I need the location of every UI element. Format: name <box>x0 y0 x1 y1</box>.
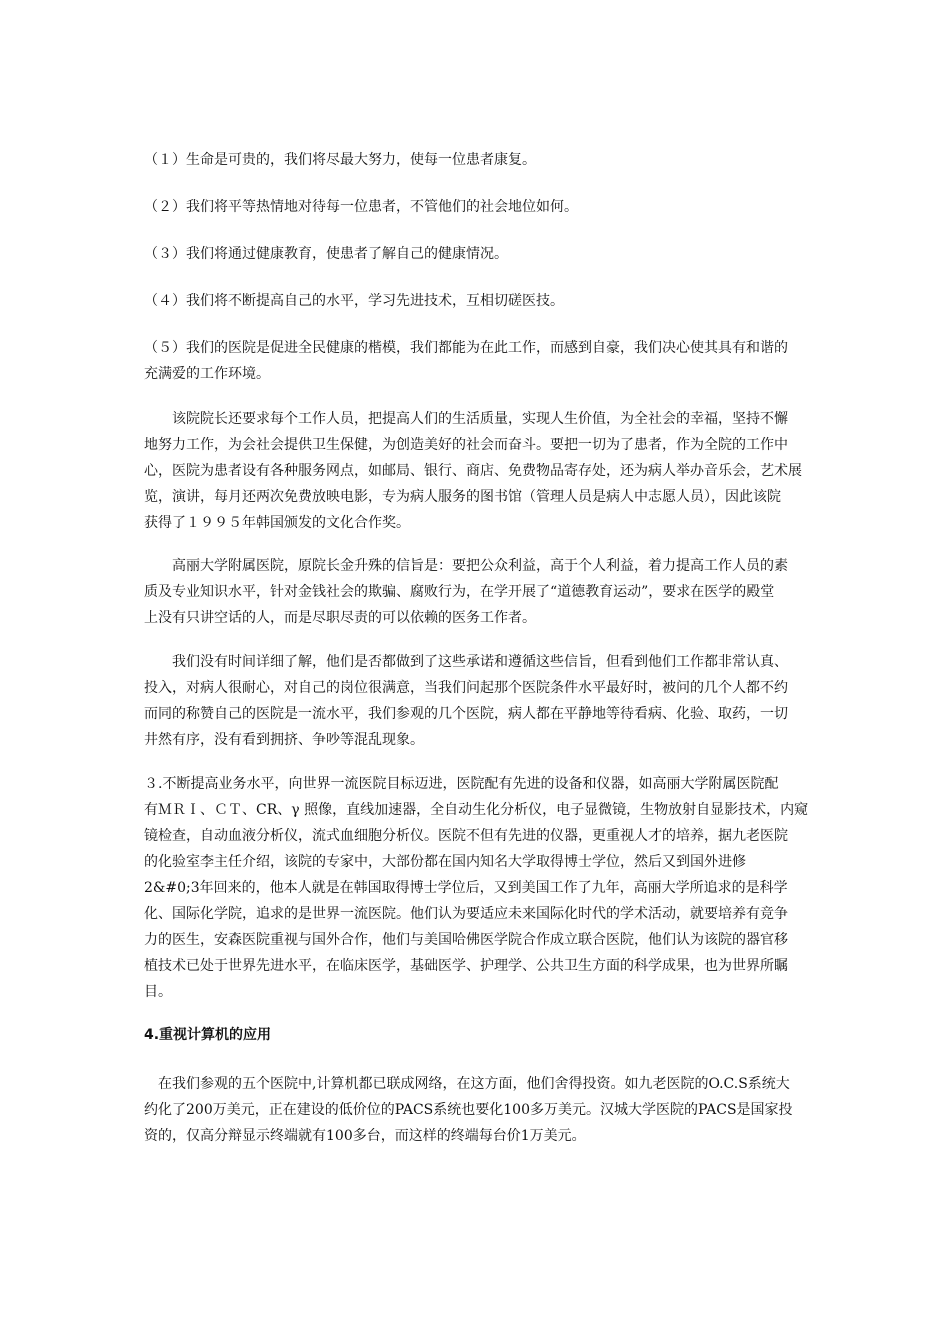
paragraph-section-3 <box>144 771 808 1005</box>
text-line: 该院院长还要求每个工作人员，把提高人们的生活质量，实现人生价值，为全社会的幸福，坚持不懈 <box>172 411 788 427</box>
text-line: 力的医生，安森医院重视与国外合作，他们与美国哈佛医学院合作成立联合医院，他们认为该院的器官移 <box>144 932 788 948</box>
text-line: 获得了１９９５年韩国颁发的文化合作奖。 <box>144 515 410 531</box>
text-line: 充满爱的工作环境。 <box>144 366 270 382</box>
text-line: 在我们参观的五个医院中,计算机都已联成网络，在这方面，他们舍得投资。如九老医院的O.C.S系统大 <box>158 1076 790 1092</box>
text-line: 约化了200万美元，正在建设的低价位的PACS系统也要化100多万美元。汉城大学医院的PACS是国家投 <box>144 1102 793 1118</box>
text-line: ３.不断提高业务水平，向世界一流医院目标迈进，医院配有先进的设备和仪器，如高丽大学附属医院配 <box>144 776 779 792</box>
text-line: 2&#0;3年回来的，他本人就是在韩国取得博士学位后，又到美国工作了九年，高丽大学所追求的是科学 <box>144 880 788 896</box>
text-line: 心，医院为患者设有各种服务网点，如邮局、银行、商店、免费物品寄存处，还为病人举办音乐会，艺术展 <box>144 463 802 479</box>
pledge-3 <box>144 241 808 267</box>
text-line: 的化验室李主任介绍，该院的专家中，大部份都在国内知名大学取得博士学位，然后又到国外进修 <box>144 854 746 870</box>
paragraph-director <box>144 406 808 536</box>
text-line: （１）生命是可贵的，我们将尽最大努力，使每一位患者康复。 <box>144 152 536 168</box>
text-line: （４）我们将不断提高自己的水平，学习先进技术，互相切磋医技。 <box>144 293 564 309</box>
text-line: 镜检查，自动血液分析仪，流式血细胞分析仪。医院不但有先进的仪器，更重视人才的培养，据九老医院 <box>144 828 788 844</box>
paragraph-section-4 <box>144 1071 808 1149</box>
paragraph-korea-university <box>144 553 808 631</box>
text-line: 目。 <box>144 984 172 1000</box>
text-line: 而同的称赞自己的医院是一流水平，我们参观的几个医院，病人都在平静地等待看病、化验、取药，一切 <box>144 706 788 722</box>
text-line: 质及专业知识水平，针对金钱社会的欺骗、腐败行为，在学开展了“道德教育运动”，要求在医学的殿堂 <box>144 584 775 600</box>
text-line: 览，演讲，每月还两次免费放映电影，专为病人服务的图书馆（管理人员是病人中志愿人员），因此该院 <box>144 489 781 505</box>
pledge-1 <box>144 147 808 173</box>
text-line: 资的，仅高分辩显示终端就有100多台，而这样的终端每台价1万美元。 <box>144 1128 586 1144</box>
text-line: 地努力工作，为会社会提供卫生保健，为创造美好的社会而奋斗。要把一切为了患者，作为全院的工作中 <box>144 437 788 453</box>
text-line: 植技术已处于世界先进水平，在临床医学，基础医学、护理学、公共卫生方面的科学成果，也为世界所瞩 <box>144 958 788 974</box>
text-line: 有ＭＲＩ、ＣＴ、CR、γ 照像，直线加速器，全自动生化分析仪，电子显微镜，生物放射自显影技术，内窥 <box>144 802 808 818</box>
text-line: 我们没有时间详细了解，他们是否都做到了这些承诺和遵循这些信旨，但看到他们工作都非常认真、 <box>172 654 788 670</box>
text-line: 投入，对病人很耐心，对自己的岗位很满意，当我们问起那个医院条件水平最好时，被问的几个人都不约 <box>144 680 788 696</box>
pledge-4 <box>144 288 808 314</box>
text-line: 井然有序，没有看到拥挤、争吵等混乱现象。 <box>144 732 424 748</box>
section-4-heading: 4.重视计算机的应用 <box>144 1027 272 1043</box>
pledge-5 <box>144 335 808 387</box>
paragraph-observation <box>144 649 808 753</box>
text-line: （２）我们将平等热情地对待每一位患者，不管他们的社会地位如何。 <box>144 199 578 215</box>
text-line: （３）我们将通过健康教育，使患者了解自己的健康情况。 <box>144 246 508 262</box>
text-line: 高丽大学附属医院，原院长金升殊的信旨是：要把公众利益，高于个人利益，着力提高工作人员的素 <box>172 558 788 574</box>
pledge-2 <box>144 194 808 220</box>
text-line: （５）我们的医院是促进全民健康的楷模，我们都能为在此工作，而感到自豪，我们决心使其具有和谐的 <box>144 340 788 356</box>
text-line: 化、国际化学院，追求的是世界一流医院。他们认为要适应未来国际化时代的学术活动，就要培养有竞争 <box>144 906 788 922</box>
text-line: 上没有只讲空话的人，而是尽职尽责的可以依赖的医务工作者。 <box>144 610 536 626</box>
